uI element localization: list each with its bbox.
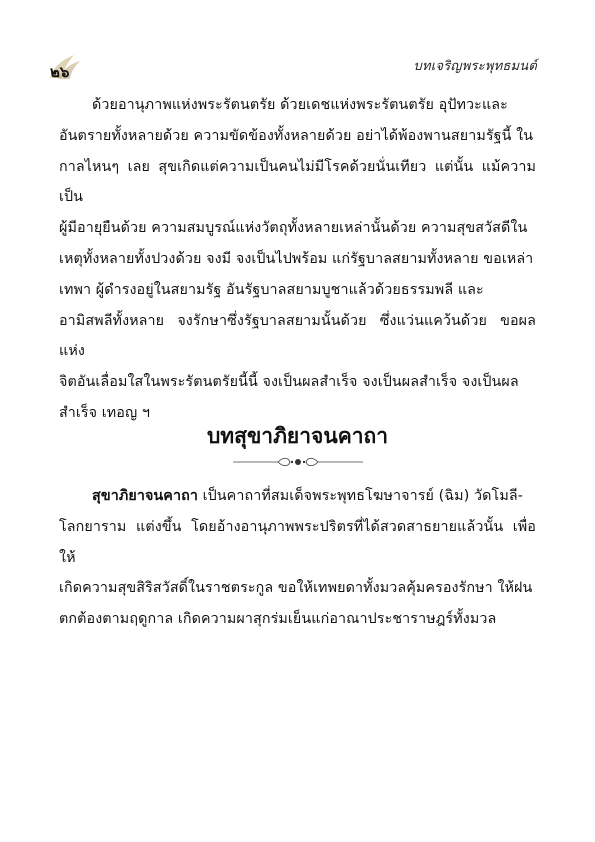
divider-ornament: [233, 455, 363, 469]
section-line: ตกต้องตามฤดูกาล เกิดความผาสุกร่มเย็นแก่อาณาประชาราษฎร์ทั้งมวล: [59, 611, 497, 628]
running-title: บทเจริญพระพุทธมนต์: [413, 59, 537, 74]
paragraph-line: เหตุทั้งหลายทั้งปวงด้วย จงมี จงเป็นไปพร้อม แก่รัฐบาลสยามทั้งหลาย ขอเหล่า: [59, 250, 534, 267]
paragraph-line: จิตอันเลื่อมใสในพระรัตนตรัยนี้นี้ จงเป็นผลสำเร็จ จงเป็นผลสำเร็จ จงเป็นผล: [59, 374, 519, 391]
section-line: [59, 481, 536, 512]
page-number-ornament: [44, 52, 84, 82]
page-number: ๒๖: [50, 63, 70, 81]
section-bold-lead: สุขาภิยาจนคาถา: [92, 488, 198, 504]
section-line: เกิดความสุขสิริสวัสดิ์ในราชตระกูล ขอให้เทพยดาทั้งมวลคุ้มครองรักษา ให้ฝน: [59, 580, 533, 597]
paragraph-line: อามิสพลีทั้งหลาย จงรักษาซึ่งรัฐบาลสยามนั้นด้วย ซึ่งแว่นแคว้นด้วย ขอผลแห่ง: [59, 312, 536, 360]
paragraph-line: อันตรายทั้งหลายด้วย ความขัดข้องทั้งหลายด้วย อย่าได้พ้องพานสยามรัฐนี้ ใน: [59, 127, 534, 144]
section-line-rest: เป็นคาถาที่สมเด็จพระพุทธโฆษาจารย์ (ฉิม) วัดโมลี-: [197, 488, 523, 504]
page-header: [0, 0, 595, 90]
section-title: บทสุขาภิยาจนคาถา: [206, 424, 389, 448]
paragraph-line: เทพา ผู้ดำรงอยู่ในสยามรัฐ อันรัฐบาลสยามบูชาแล้วด้วยธรรมพลี และ: [59, 281, 484, 298]
paragraph-line: กาลไหนๆ เลย สุขเกิดแต่ความเป็นคนไม่มีโรคด้วยนั่นเทียว แต่นั้น แม้ความเป็น: [59, 158, 536, 206]
section-description: [59, 481, 536, 635]
paragraph-line: ด้วยอานุภาพแห่งพระรัตนตรัย ด้วยเดชแห่งพระรัตนตรัย อุปัทวะและ: [92, 97, 508, 113]
paragraph-line: ผู้มีอายุยืนด้วย ความสมบูรณ์แห่งวัตถุทั้งหลายเหล่านั้นด้วย ความสุขสวัสดีใน: [59, 220, 528, 237]
paragraph-line: สำเร็จ เทอญ ฯ: [59, 404, 150, 421]
main-paragraph: [59, 90, 536, 429]
section-line: โลกยาราม แต่งขึ้น โดยอ้างอานุภาพพระปริตรที่ได้สวดสาธยายแล้วนั้น เพื่อให้: [59, 518, 536, 566]
